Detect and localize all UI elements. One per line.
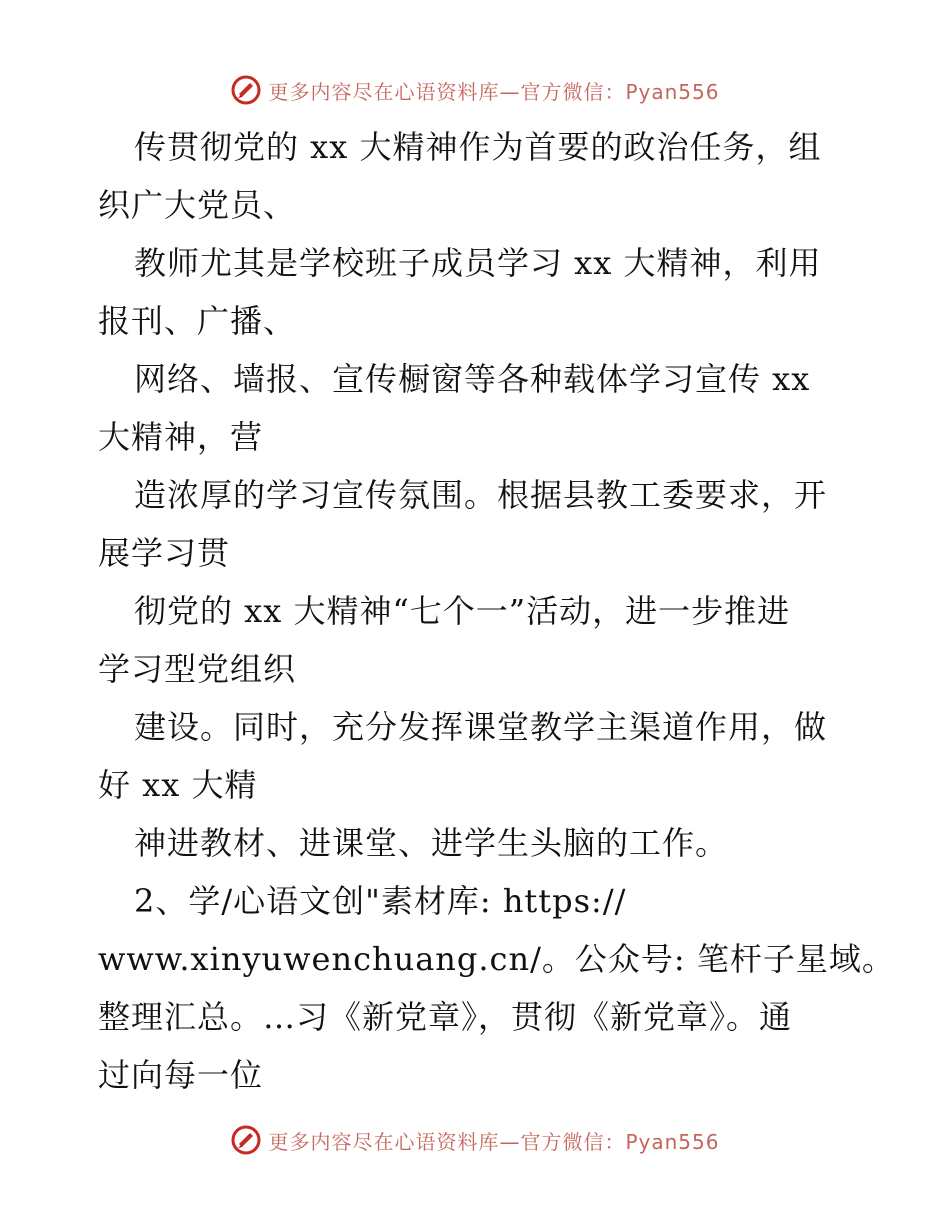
logo-icon xyxy=(230,1124,262,1156)
body-line: 学习型党组织 xyxy=(98,650,297,688)
body-line: 报刊、广播、 xyxy=(98,302,297,340)
body-line: 网络、墙报、宣传橱窗等各种载体学习宣传 xx xyxy=(134,360,811,398)
body-line: www.xinyuwenchuang.cn/。公众号: 笔杆子星域。 xyxy=(98,940,895,978)
body-line: 造浓厚的学习宣传氛围。根据县教工委要求，开 xyxy=(134,476,828,514)
body-line: 整理汇总。…习《新党章》，贯彻《新党章》。通 xyxy=(98,998,793,1036)
body-line: 传贯彻党的 xx 大精神作为首要的政治任务，组 xyxy=(134,128,822,166)
footer-watermark-text: 更多内容尽在心语资料库—官方微信：Pyan556 xyxy=(268,1129,720,1154)
body-line: 建设。同时，充分发挥课堂教学主渠道作用，做 xyxy=(134,708,828,746)
footer-watermark-banner xyxy=(0,1120,950,1160)
body-line: 大精神，营 xyxy=(98,418,264,456)
body-line: 彻党的 xx 大精神“七个一”活动，进一步推进 xyxy=(134,592,791,630)
body-line: 2、学/心语文创"素材库: https:// xyxy=(134,882,627,920)
body-line: 展学习贯 xyxy=(98,534,231,572)
body-line: 神进教材、进课堂、进学生头脑的工作。 xyxy=(134,824,729,862)
header-watermark-text: 更多内容尽在心语资料库—官方微信：Pyan556 xyxy=(268,79,720,104)
header-watermark-banner xyxy=(0,70,950,110)
body-line: 好 xx 大精 xyxy=(98,766,258,804)
document-body xyxy=(98,118,895,1104)
body-line: 教师尤其是学校班子成员学习 xx 大精神，利用 xyxy=(134,244,822,282)
body-line: 过向每一位 xyxy=(98,1056,264,1094)
logo-icon xyxy=(230,74,262,106)
body-line: 织广大党员、 xyxy=(98,186,297,224)
